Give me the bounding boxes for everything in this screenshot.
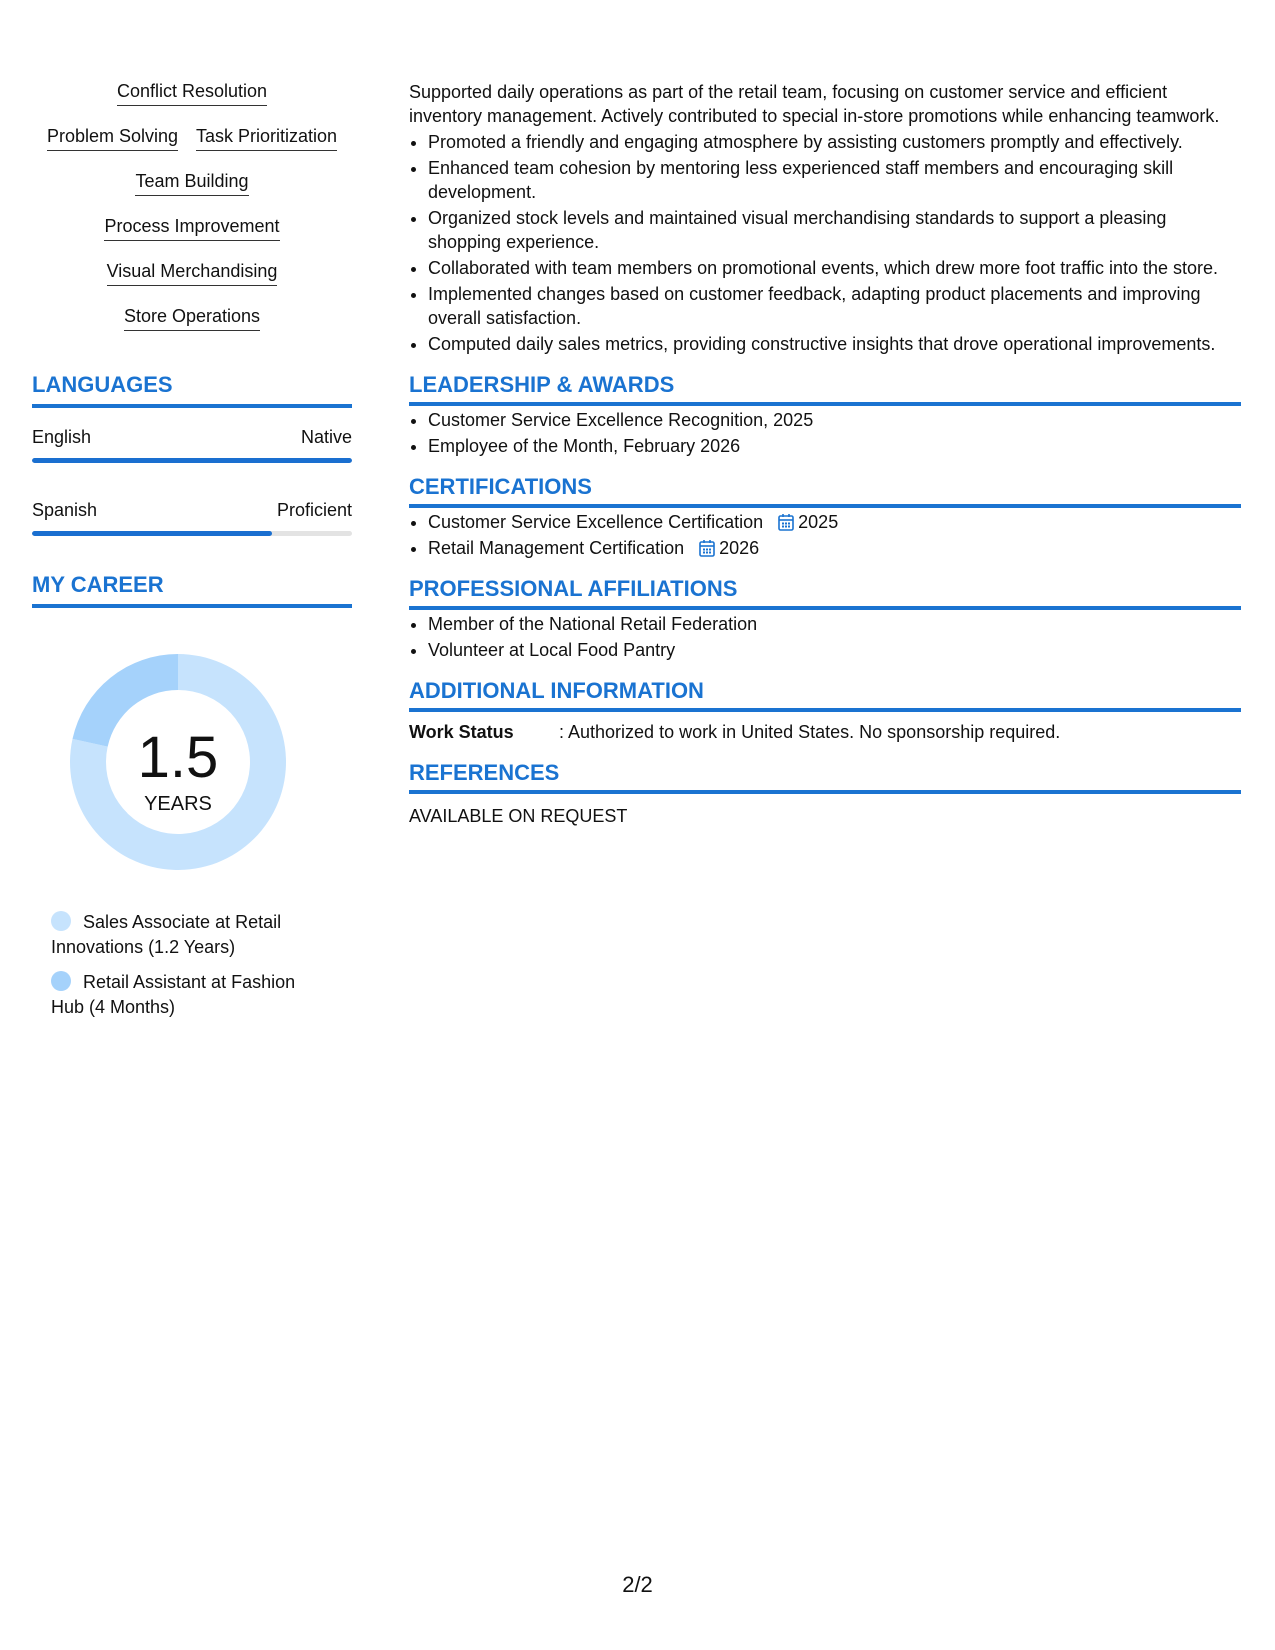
- work-status-label: Work Status: [409, 722, 514, 742]
- certification-year: 2026: [719, 538, 760, 558]
- awards-list: [409, 408, 1241, 458]
- legend-dot-icon: [51, 971, 71, 991]
- language-row: [32, 426, 352, 448]
- certifications-heading: CERTIFICATIONS: [409, 474, 1241, 508]
- language-bar-fill: [32, 531, 272, 536]
- skill-row: [32, 80, 352, 125]
- career-heading: MY CAREER: [32, 572, 352, 608]
- awards-heading: LEADERSHIP & AWARDS: [409, 372, 1241, 406]
- list-item: • Customer Service Excellence Recognition, 2025: [428, 408, 1241, 432]
- skill-row: [32, 125, 352, 170]
- career-legend-label: Retail Assistant at Fashion Hub (4 Months): [51, 972, 296, 1017]
- list-item: [428, 510, 1241, 534]
- references-heading: REFERENCES: [409, 760, 1241, 794]
- legend-dot-icon: [51, 911, 71, 931]
- skill-tag: Store Operations: [124, 305, 260, 331]
- language-bar: [32, 458, 352, 463]
- certification-year: 2025: [798, 512, 839, 532]
- list-item: • Organized stock levels and maintained visual merchandising standards to support a pleasing shopping experience.: [428, 206, 1241, 254]
- list-item: • Promoted a friendly and engaging atmosphere by assisting customers promptly and effectively.: [428, 130, 1241, 154]
- list-item: • Implemented changes based on customer feedback, adapting product placements and improving overall satisfaction.: [428, 282, 1241, 330]
- list-item: [428, 536, 1241, 560]
- career-unit: YEARS: [144, 793, 212, 815]
- language-name: Spanish: [32, 500, 98, 520]
- career-legend: [32, 910, 352, 1020]
- references-text: AVAILABLE ON REQUEST: [409, 806, 628, 826]
- skill-row: [32, 260, 352, 305]
- career-total: 1.5: [137, 725, 219, 790]
- left-column: [32, 80, 352, 1030]
- experience-summary: Supported daily operations as part of the retail team, focusing on customer service and efficient inventory management. Actively contributed to special in-store promotions while enhancing teamwork.: [409, 82, 1220, 126]
- career-legend-item: [51, 970, 321, 1020]
- experience-bullets: [409, 130, 1241, 356]
- skill-tag: Task Prioritization: [196, 125, 337, 151]
- list-item: • Employee of the Month, February 2026: [428, 434, 1241, 458]
- languages-list: [32, 426, 352, 536]
- career-legend-item: [51, 910, 321, 960]
- career-donut: [32, 650, 352, 880]
- additional-info-heading: ADDITIONAL INFORMATION: [409, 678, 1241, 712]
- page-number: 2/2: [622, 1572, 653, 1597]
- career-legend-label: Sales Associate at Retail Innovations (1.2 Years): [51, 912, 282, 957]
- list-item: • Collaborated with team members on promotional events, which drew more foot traffic into the store.: [428, 256, 1241, 280]
- skill-row: [32, 305, 352, 350]
- skill-row: [32, 170, 352, 215]
- affiliations-list: [409, 612, 1241, 662]
- list-item: • Member of the National Retail Federation: [428, 612, 1241, 636]
- skill-tag: Process Improvement: [104, 215, 279, 241]
- list-item: • Computed daily sales metrics, providing constructive insights that drove operational improvements.: [428, 332, 1241, 356]
- language-row: [32, 499, 352, 521]
- calendar-icon: [699, 539, 715, 557]
- calendar-icon: [778, 513, 794, 531]
- skill-tag: Visual Merchandising: [107, 260, 278, 286]
- language-bar-fill: [32, 458, 352, 463]
- skill-row: [32, 215, 352, 260]
- language-name: English: [32, 427, 92, 447]
- list-item: • Enhanced team cohesion by mentoring less experienced staff members and encouraging skill development.: [428, 156, 1241, 204]
- skill-tag: Conflict Resolution: [117, 80, 267, 106]
- affiliations-heading: PROFESSIONAL AFFILIATIONS: [409, 576, 1241, 610]
- skill-tag: Problem Solving: [47, 125, 178, 151]
- skills-list: [32, 80, 352, 350]
- languages-heading: LANGUAGES: [32, 372, 352, 408]
- work-status-row: [409, 720, 1241, 744]
- language-level: Proficient: [276, 500, 352, 520]
- certification-name: Customer Service Excellence Certification: [428, 512, 764, 532]
- right-column: [409, 80, 1241, 828]
- certification-name: Retail Management Certification: [428, 538, 685, 558]
- work-status-value: : Authorized to work in United States. No sponsorship required.: [559, 722, 1061, 742]
- language-bar: [32, 531, 352, 536]
- language-level: Native: [300, 427, 352, 447]
- certifications-list: [409, 510, 1241, 560]
- skill-tag: Team Building: [135, 170, 248, 196]
- list-item: • Volunteer at Local Food Pantry: [428, 638, 1241, 662]
